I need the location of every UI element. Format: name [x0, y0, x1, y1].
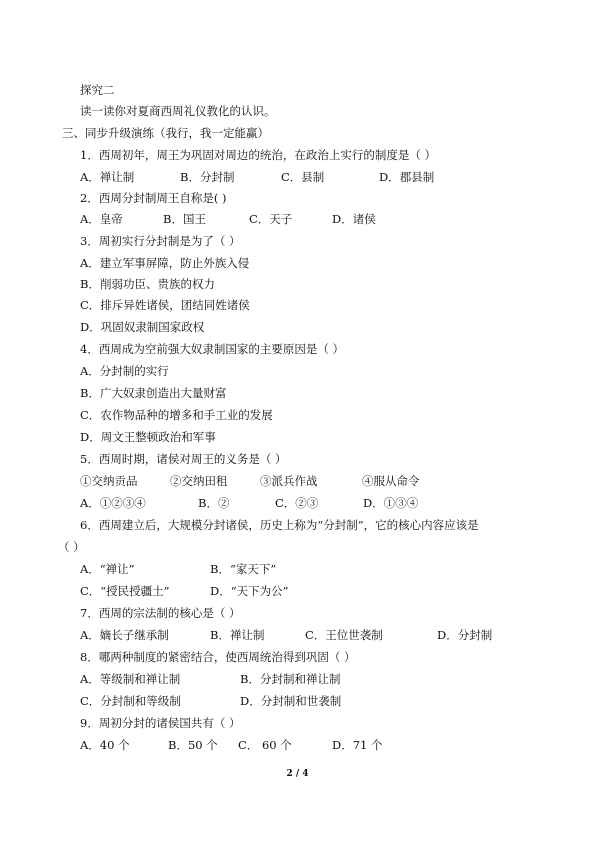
option: A．分封制的实行	[80, 364, 169, 378]
question-stem: 7．西周的宗法制的核心是（ ）	[80, 606, 241, 620]
question-stem: 4．西周成为空前强大奴隶制国家的主要原因是（ ）	[80, 342, 344, 356]
page-number: 2 / 4	[286, 769, 309, 779]
option: A．禅让制	[80, 170, 135, 184]
question-stem: 2．西周分封制周王自称是( )	[80, 191, 227, 205]
option: B．分封制和禅让制	[240, 672, 341, 686]
option: D．71 个	[332, 738, 383, 752]
option: A．嫡长子继承制	[80, 628, 169, 642]
option: D．巩固奴隶制国家政权	[80, 320, 205, 334]
statement-item: ③派兵作战	[260, 474, 318, 488]
question-options	[80, 496, 418, 510]
question-stem: 6．西周建立后，大规模分封诸侯，历史上称为“分封制”，它的核心内容应该是	[80, 518, 479, 532]
question-items	[80, 474, 420, 488]
option: A．“禅让”	[80, 562, 135, 576]
question-stem: 3．周初实行分封制是为了（ ）	[80, 234, 241, 248]
option: D．周文王整顿政治和军事	[80, 430, 216, 444]
question-options	[80, 628, 492, 642]
question-options	[80, 694, 341, 708]
explore-prompt: 读一读你对夏商西周礼仪教化的认识。	[80, 104, 276, 118]
question-options	[80, 562, 276, 576]
option: C．排斥异姓诸侯，团结同姓诸侯	[80, 298, 250, 312]
option: C．王位世袭制	[305, 628, 383, 642]
option: B．国王	[163, 212, 206, 226]
question-options	[80, 738, 383, 752]
option: D．分封制	[437, 628, 493, 642]
option: B．“家天下”	[210, 562, 277, 576]
option: C．②③	[275, 496, 319, 510]
option: C．分封制和等级制	[80, 694, 181, 708]
option: C．天子	[249, 212, 293, 226]
section3-title: 三、同步升级演练（我行，我一定能赢）	[62, 126, 269, 140]
option: D．郡县制	[379, 170, 435, 184]
option: D．“天下为公”	[210, 584, 289, 598]
question-stem: 8．哪两种制度的紧密结合，使西周统治得到巩固（ ）	[80, 650, 356, 664]
option: B．广大奴隶创造出大量财富	[80, 386, 227, 400]
option: A．40 个	[80, 738, 130, 752]
question-stem: 1．西周初年，周王为巩固对周边的统治，在政治上实行的制度是（ ）	[80, 148, 436, 162]
option: C．农作物品种的增多和手工业的发展	[80, 408, 273, 422]
option: D．分封制和世袭制	[240, 694, 342, 708]
question-stem: 9．周初分封的诸侯国共有（ ）	[80, 716, 241, 730]
option: B．禅让制	[210, 628, 265, 642]
question-options	[80, 170, 434, 184]
option: C．“授民授疆土”	[80, 584, 170, 598]
explore-title: 探究二	[80, 83, 115, 97]
option: B．50 个	[168, 738, 218, 752]
question-stem: 5．西周时期，诸侯对周王的义务是（ ）	[80, 452, 287, 466]
question-stem-continued: （ ）	[58, 540, 85, 554]
statement-item: ④服从命令	[362, 474, 420, 488]
option: D．①③④	[363, 496, 419, 510]
option: A．①②③④	[80, 496, 146, 510]
option: A．建立军事屏障，防止外族入侵	[80, 256, 250, 270]
statement-item: ②交纳田租	[170, 474, 228, 488]
question-options	[80, 584, 288, 598]
option: B．削弱功臣、贵族的权力	[80, 277, 215, 291]
option: D．诸侯	[332, 212, 376, 226]
option: A．皇帝	[80, 212, 123, 226]
option: C． 60 个	[238, 738, 292, 752]
option: A．等级制和禅让制	[80, 672, 181, 686]
option: B．分封制	[180, 170, 235, 184]
option: C．县制	[281, 170, 325, 184]
question-options	[80, 212, 376, 226]
question-options	[80, 672, 340, 686]
statement-item: ①交纳贡品	[80, 474, 138, 488]
option: B．②	[198, 496, 230, 510]
